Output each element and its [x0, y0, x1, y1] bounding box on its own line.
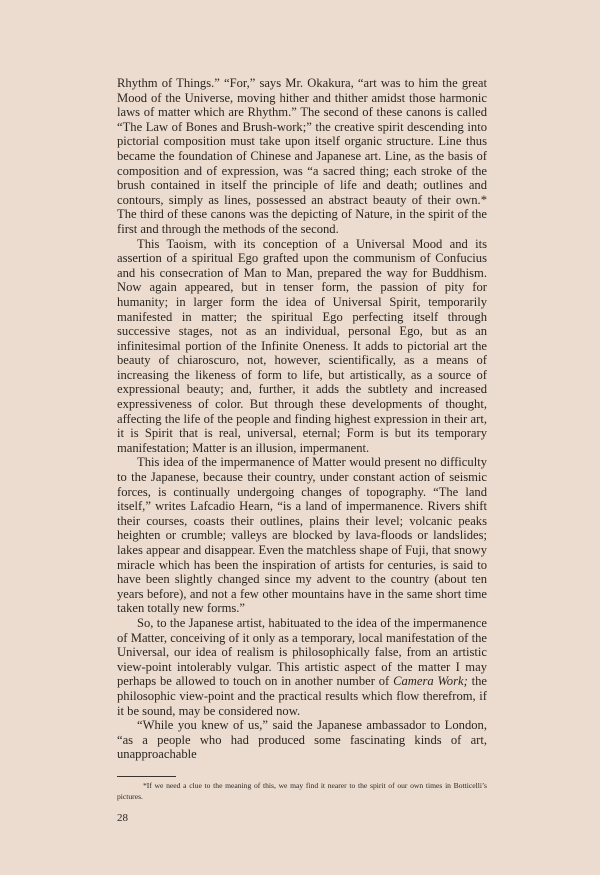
text-run: “While you knew of us,” said the Japanese ambassador to London, “as a people who had produced some fascinating kinds of art, unapproachable	[117, 718, 487, 762]
page-number: 28	[117, 812, 128, 824]
text-run: So, to the Japanese artist, habituated to the idea of the impermanence of Matter, conceiving of it only as a temporary, local manifestation of the Universal, our idea of realism is philosophically false, from an artistic view-point intolerably vulgar. This artistic aspect of the matter I may perhaps be allowed to touch on in another number of	[117, 615, 487, 689]
text-run: This Taoism, with its conception of a Universal Mood and its assertion of a spiritual Ego grafted upon the communism of Confucius and his consecration of Man to Man, prepared the way for Buddhism. Now again appeared, but in tenser form, the passion of pity for humanity; in larger form the idea of Universal Spirit, temporarily manifested in matter; the spiritual Ego perfecting itself through successive stages, not as an individual, personal Ego, but as an infinitesimal portion of the Infinite Oneness. It adds to pictorial art the beauty of chiaroscuro, not, however, scientifically, as a means of increasing the likeness of form to life, but artistically, as a source of expressional beauty; and, further, it adds the subtlety and increased expressiveness of color. But through these developments of thought, affecting the life of the people and finding highest expression in their art, it is Spirit that is real, universal, eternal; Form is but its temporary manifestation; Matter is an illusion, impermanent.	[117, 236, 487, 455]
paragraph	[117, 718, 487, 762]
italic-title: Camera Work;	[393, 674, 468, 689]
paragraph	[117, 455, 487, 616]
paragraph	[117, 616, 487, 718]
footnote-rule	[117, 776, 176, 777]
footnote: *If we need a clue to the meaning of this, we may find it nearer to the spirit of our own times in Botticelli’s pictures.	[117, 781, 487, 801]
body-text	[117, 76, 487, 762]
paragraph	[117, 237, 487, 456]
text-run: This idea of the impermanence of Matter would present no difficulty to the Japanese, because their country, under constant action of seismic forces, is continually undergoing changes of topography. “The land itself,” writes Lafcadio Hearn, “is a land of impermanence. Rivers shift their courses, coasts their outlines, plains their level; volcanic peaks heighten or crumble; valleys are blocked by lava-floods or landslides; lakes appear and disappear. Even the matchless shape of Fuji, that snowy miracle which has been the inspiration of artists for centuries, is said to have been slightly changed since my advent to the country (about ten years before), and not a few other mountains have in the same short time taken totally new forms.”	[117, 455, 487, 616]
text-run: the philosophic view-point and the practical results which flow therefrom, if it be sound, may be considered now.	[117, 674, 488, 718]
paragraph	[117, 76, 487, 237]
text-run: Rhythm of Things.” “For,” says Mr. Okakura, “art was to him the great Mood of the Universe, moving hither and thither amidst those harmonic laws of matter which are Rhythm.” The second of these canons is called “The Law of Bones and Brush-work;” the creative spirit descending into pictorial composition must take upon itself organic structure. Line thus became the foundation of Chinese and Japanese art. Line, as the basis of composition and of expression, was “a sacred thing; each stroke of the brush contained in itself the principle of life and death; outlines and contours, simply as lines, possessed an abstract beauty of their own.* The third of these canons was the depicting of Nature, in the spirit of the first and through the methods of the second.	[117, 76, 487, 236]
